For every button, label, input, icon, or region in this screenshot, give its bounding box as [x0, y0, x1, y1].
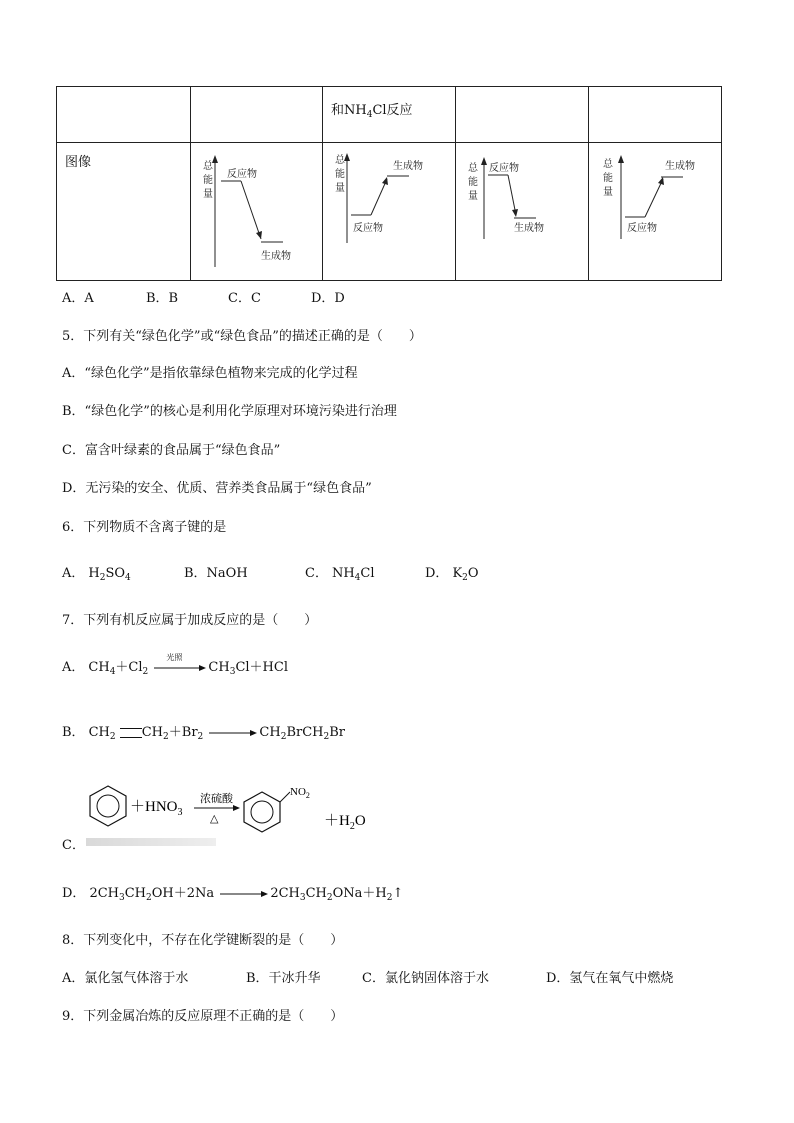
q5-option-b: B．“绿色化学”的核心是利用化学原理对环境污染进行治理	[62, 404, 397, 419]
q5-stem: 5．下列有关“绿色化学”或“绿色食品”的描述正确的是（ ）	[62, 329, 422, 344]
double-bond	[120, 728, 142, 738]
axis-char-3: 量	[603, 187, 613, 198]
q7-option-c-label: C．	[62, 838, 85, 853]
axis-char-2: 能	[203, 175, 213, 186]
q7-stem: 7．下列有机反应属于加成反应的是（ ）	[62, 613, 318, 628]
reactant-label: 反应物	[353, 223, 383, 234]
hno3-text: $+HNO_3$	[130, 799, 183, 818]
q8-option-c: C．氯化钠固体溶于水	[362, 971, 489, 986]
q4-table-row-2	[57, 143, 722, 281]
axis-char-1: 总	[468, 163, 478, 174]
axis-char-2: 能	[335, 169, 345, 180]
energy-diagram-d	[589, 143, 722, 280]
reaction-arrow	[152, 652, 208, 675]
q8-option-a: A．氯化氢气体溶于水	[62, 971, 189, 986]
product-label: 生成物	[261, 251, 291, 262]
reaction-condition: 浓硫酸	[200, 793, 233, 805]
q8-option-d: D．氢气在氧气中燃烧	[546, 971, 674, 986]
q4-option-a: A．A	[62, 291, 94, 306]
q6-option-c: C． $NH_4Cl$	[305, 566, 375, 583]
benzene-ring-icon	[90, 786, 126, 826]
q4-cell	[191, 87, 323, 143]
q4-cell-reaction	[323, 87, 456, 143]
water-text: $+H_2O$	[324, 813, 366, 832]
axis-char-3: 量	[203, 189, 213, 200]
reaction-arrow	[207, 726, 259, 740]
q7-option-d: D． $2CH_3CH_2OH+2Na$ $2CH_3CH_2ONa+H_2↑$	[62, 886, 404, 903]
q8-option-b: B．干冰升华	[246, 971, 321, 986]
reactant-label: 反应物	[227, 169, 257, 180]
benzene-ring-icon	[244, 792, 280, 832]
product-label: 生成物	[393, 161, 423, 172]
energy-diagram-b	[323, 143, 456, 280]
reactant-label: 反应物	[627, 223, 657, 234]
q4-table	[56, 86, 722, 281]
reaction-condition: 光照	[166, 652, 183, 662]
aromatic-circle-icon	[251, 801, 273, 823]
energy-diagram-c	[456, 143, 589, 280]
q4-image-label: 图像	[65, 155, 92, 170]
product-label: 生成物	[514, 223, 544, 234]
q4-diagram-a	[191, 143, 323, 281]
q6-option-a: A． $H_2SO_4$	[62, 566, 131, 583]
q4-cell	[57, 87, 191, 143]
q5-option-a: A．“绿色化学”是指依靠绿色植物来完成的化学过程	[62, 366, 358, 381]
axis-char-1: 总	[203, 161, 213, 172]
q6-stem: 6．下列物质不含离子键的是	[62, 520, 227, 535]
reaction-arrow	[218, 887, 270, 901]
heat-symbol: △	[210, 813, 219, 825]
q7-option-b: B． $CH_2$ $CH_2+Br_2$ $CH_2BrCH_2Br$	[62, 725, 346, 742]
q9-stem: 9．下列金属冶炼的反应原理不正确的是（ ）	[62, 1009, 344, 1024]
q6-option-d: D． $K_2O$	[425, 566, 479, 583]
q7-option-a: A． $CH_4+Cl_2$ 光照 $CH_3Cl+HCl$	[62, 652, 288, 677]
axis-char-3: 量	[468, 191, 478, 202]
axis-char-2: 能	[468, 177, 478, 188]
q5-option-d: D．无污染的安全、优质、营养类食品属于“绿色食品”	[62, 481, 372, 496]
axis-char-1: 总	[335, 155, 345, 166]
q5-option-c: C．富含叶绿素的食品属于“绿色食品”	[62, 443, 281, 458]
q4-cell	[456, 87, 589, 143]
q4-reaction-text: 和$NH_4Cl$反应	[331, 103, 413, 120]
q4-cell	[589, 87, 722, 143]
q6-option-b: B．NaOH	[184, 566, 248, 581]
reactant-label: 反应物	[489, 163, 519, 174]
axis-char-3: 量	[335, 183, 345, 194]
energy-diagram-a	[191, 143, 323, 280]
axis-char-2: 能	[603, 173, 613, 184]
q4-diagram-b	[323, 143, 456, 281]
q4-option-c: C．C	[228, 291, 261, 306]
q4-option-b: B．B	[146, 291, 179, 306]
no2-text: $NO_2$	[290, 786, 310, 800]
q4-table-row-1	[57, 87, 722, 143]
q4-diagram-c	[456, 143, 589, 281]
gas-arrow-icon: ↑	[392, 886, 404, 901]
q4-cell-label	[57, 143, 191, 281]
axis-char-1: 总	[603, 159, 613, 170]
q4-option-d: D．D	[311, 291, 345, 306]
q4-diagram-d	[589, 143, 722, 281]
aromatic-circle-icon	[97, 795, 119, 817]
product-label: 生成物	[665, 161, 695, 172]
q8-stem: 8．下列变化中，不存在化学键断裂的是（ ）	[62, 933, 344, 948]
nitration-equation	[86, 780, 386, 840]
